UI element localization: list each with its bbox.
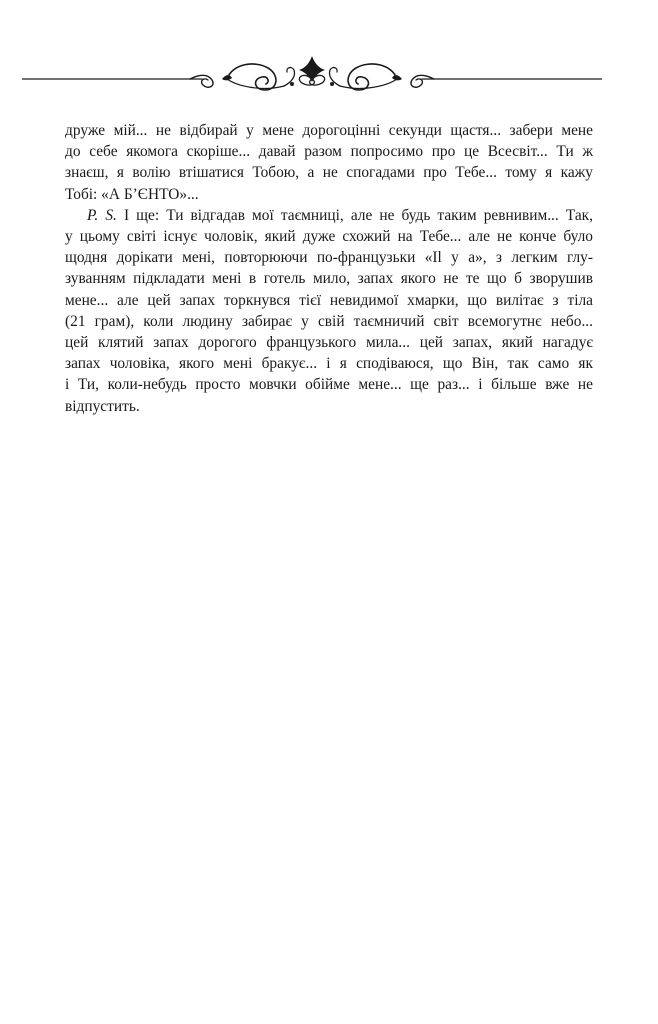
paragraph-2-line: цей клятий запах дорогого французького мила... цей запах, який нагадує	[65, 334, 593, 352]
ornament-divider-icon	[22, 50, 602, 95]
paragraph-2-line: у цьому світі існує чоловік, який дуже схожий на Тебе... але не конче було	[65, 228, 593, 246]
paragraph-1-line: друже мій... не відбирай у мене дорогоцінні секунди щастя... забери мене	[65, 122, 593, 139]
page-body-text	[65, 120, 593, 417]
paragraph-2-line: і Ти, коли-небудь просто мовчки обійме мене... ще раз... і більше вже не	[65, 376, 593, 394]
paragraph-2-first-line	[65, 205, 593, 226]
paragraph-2-line: зуванням підкладати мені в готель мило, запах якого не те що б зворушив	[65, 270, 593, 288]
paragraph-2-line: відпустить.	[65, 397, 140, 415]
paragraph-2-line: щодня дорікати мені, повторюючи по-французьки «Il y a», з легким глу-	[65, 249, 593, 267]
paragraph-2-line: мене... але цей запах торкнувся тієї невидимої хмарки, що вилітає з тіла	[65, 291, 593, 309]
paragraph-2-line: (21 грам), коли людину забирає у свій таємничий світ всемогутнє небо...	[65, 312, 593, 330]
paragraph-1-line: до себе якомога скоріше... давай разом попросимо про це Всесвіт... Ти ж	[65, 143, 593, 161]
paragraph-2-first-line-text: І ще: Ти відгадав мої таємниці, але не будь таким ревнивим... Так,	[116, 206, 593, 224]
ps-label: P. S.	[87, 206, 117, 224]
paragraph-2-line: запах чоловіка, якого мені бракує... і я сподіваюся, що Він, так само як	[65, 355, 593, 373]
paragraph-1-line: знаєш, я волію втішатися Тобою, а не спогадами про Тебе... тому я кажу	[65, 164, 593, 182]
paragraph-1-line: Тобі: «А Б’ЄНТО»...	[65, 185, 199, 203]
